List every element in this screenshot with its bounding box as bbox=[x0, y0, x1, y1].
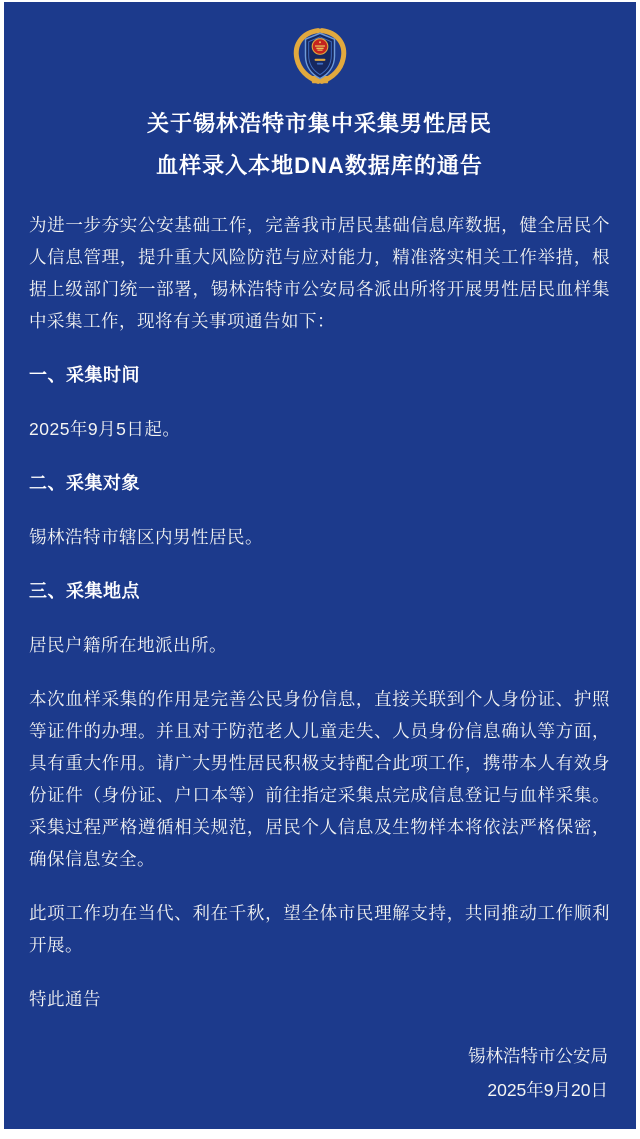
section-heading-target: 二、采集对象 bbox=[29, 473, 140, 493]
signature-date: 2025年9月20日 bbox=[487, 1080, 608, 1100]
notice-document bbox=[4, 2, 636, 1129]
signature-block bbox=[29, 1041, 610, 1105]
section-heading-location: 三、采集地点 bbox=[29, 581, 140, 601]
signature-org: 锡林浩特市公安局 bbox=[468, 1046, 608, 1066]
notice-title-line1: 关于锡林浩特市集中采集男性居民 bbox=[146, 111, 492, 136]
section-body-time: 2025年9月5日起。 bbox=[29, 419, 181, 439]
section-heading-time: 一、采集时间 bbox=[29, 365, 140, 385]
notice-title-line2: 血样录入本地DNA数据库的通告 bbox=[156, 153, 483, 178]
section-body-location: 居民户籍所在地派出所。 bbox=[29, 635, 227, 655]
notice-title bbox=[29, 103, 610, 187]
closing-paragraph: 此项工作功在当代、利在千秋，望全体市民理解支持，共同推动工作顺利开展。 bbox=[29, 903, 610, 955]
purpose-paragraph: 本次血样采集的作用是完善公民身份信息，直接关联到个人身份证、护照等证件的办理。并且对于防范老人儿童走失、人员身份信息确认等方面，具有重大作用。请广大男性居民积极支持配合此项工作，携带本人有效身份证件（身份证、户口本等）前往指定采集点完成信息登记与血样采集。采集过程严格遵循相关规范，居民个人信息及生物样本将依法严格保密，确保信息安全。 bbox=[29, 689, 610, 869]
emblem-container bbox=[29, 26, 610, 91]
hereby-notice-text: 特此通告 bbox=[29, 989, 101, 1009]
section-body-target: 锡林浩特市辖区内男性居民。 bbox=[29, 527, 263, 547]
intro-paragraph: 为进一步夯实公安基础工作，完善我市居民基础信息库数据，健全居民个人信息管理，提升重大风险防范与应对能力，精准落实相关工作举措，根据上级部门统一部署，锡林浩特市公安局各派出所将开展男性居民血样集中采集工作，现将有关事项通告如下： bbox=[29, 215, 610, 331]
police-badge-icon bbox=[291, 26, 349, 86]
